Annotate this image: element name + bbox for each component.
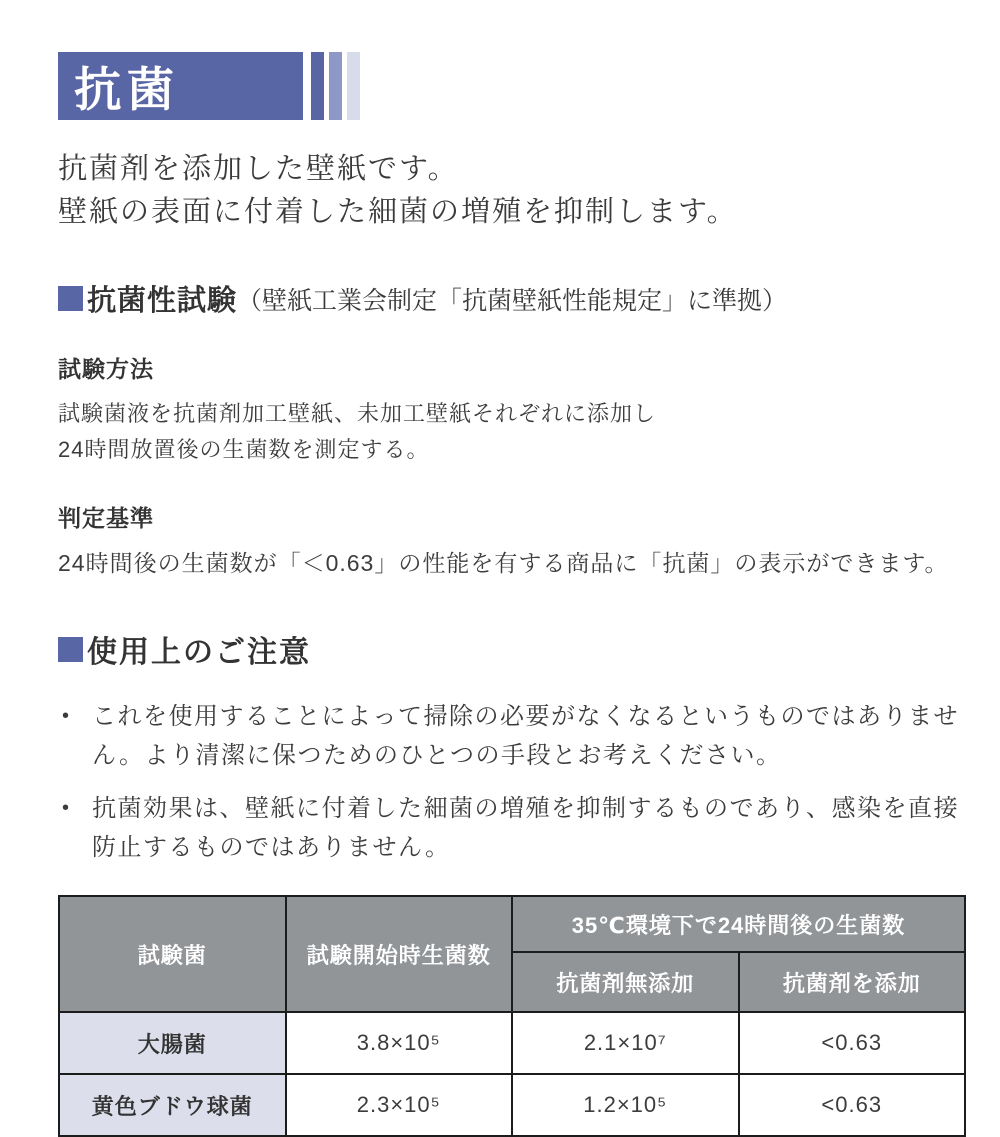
test-heading-note: （壁紙工業会制定「抗菌壁紙性能規定」に準拠）: [237, 286, 788, 315]
table-row: [59, 1074, 965, 1136]
cell-no-agent: 1.2×10⁵: [512, 1074, 739, 1136]
page-title: 抗菌: [58, 52, 303, 120]
col-header-start-count: 試験開始時生菌数: [286, 896, 513, 1012]
table-row: [59, 1012, 965, 1074]
cell-no-agent: 2.1×10⁷: [512, 1012, 739, 1074]
table-header-row-1: [59, 896, 965, 952]
square-bullet-icon: [58, 286, 83, 311]
criteria-text: 24時間後の生菌数が「＜0.63」の性能を有する商品に「抗菌」の表示ができます。: [58, 550, 949, 576]
col-header-bacteria: 試験菌: [59, 896, 286, 1012]
method-line-1: 試験菌液を抗菌剤加工壁紙、未加工壁紙それぞれに添加し: [58, 401, 657, 426]
banner-stripe-light: [347, 52, 360, 120]
caution-bullet-2: 抗菌効果は、壁紙に付着した細菌の増殖を抑制するものであり、感染を直接防止するものではありません。: [92, 795, 959, 861]
cell-start-count: 3.8×10⁵: [286, 1012, 513, 1074]
cell-with-agent: <0.63: [739, 1012, 966, 1074]
list-item: [58, 789, 966, 867]
row-label-staph: 黄色ブドウ球菌: [59, 1074, 286, 1136]
method-text: [58, 396, 966, 468]
square-bullet-icon: [58, 637, 83, 662]
caution-bullet-list: [58, 697, 966, 867]
intro-line-1: 抗菌剤を添加した壁紙です。: [58, 153, 459, 185]
cell-with-agent: <0.63: [739, 1074, 966, 1136]
cell-start-count: 2.3×10⁵: [286, 1074, 513, 1136]
method-title: 試験方法: [58, 356, 154, 382]
col-header-group: 35℃環境下で24時間後の生菌数: [512, 896, 965, 952]
section-heading-test: [58, 278, 966, 319]
intro-text: [58, 148, 966, 234]
banner-stripe-dark: [311, 52, 324, 120]
banner-stripes: [311, 52, 365, 120]
intro-line-2: 壁紙の表面に付着した細菌の増殖を抑制します。: [58, 196, 738, 228]
col-header-with-agent: 抗菌剤を添加: [739, 952, 966, 1012]
criteria-title: 判定基準: [58, 505, 154, 531]
col-header-no-agent: 抗菌剤無添加: [512, 952, 739, 1012]
row-label-ecoli: 大腸菌: [59, 1012, 286, 1074]
method-line-2: 24時間放置後の生菌数を測定する。: [58, 437, 430, 462]
banner-stripe-medium: [329, 52, 342, 120]
section-heading-caution: [58, 627, 966, 671]
caution-heading-label: 使用上のご注意: [87, 636, 311, 669]
bullet-dot-icon: •: [62, 705, 70, 727]
caution-bullet-1: これを使用することによって掃除の必要がなくなるというものではありません。より清潔に保つためのひとつの手段とお考えください。: [92, 703, 959, 769]
bullet-dot-icon: •: [62, 797, 70, 819]
title-banner-row: [58, 52, 966, 120]
document-page: [58, 52, 966, 1137]
test-results-table: [58, 895, 966, 1137]
list-item: [58, 697, 966, 775]
test-heading-label: 抗菌性試験: [87, 285, 238, 317]
